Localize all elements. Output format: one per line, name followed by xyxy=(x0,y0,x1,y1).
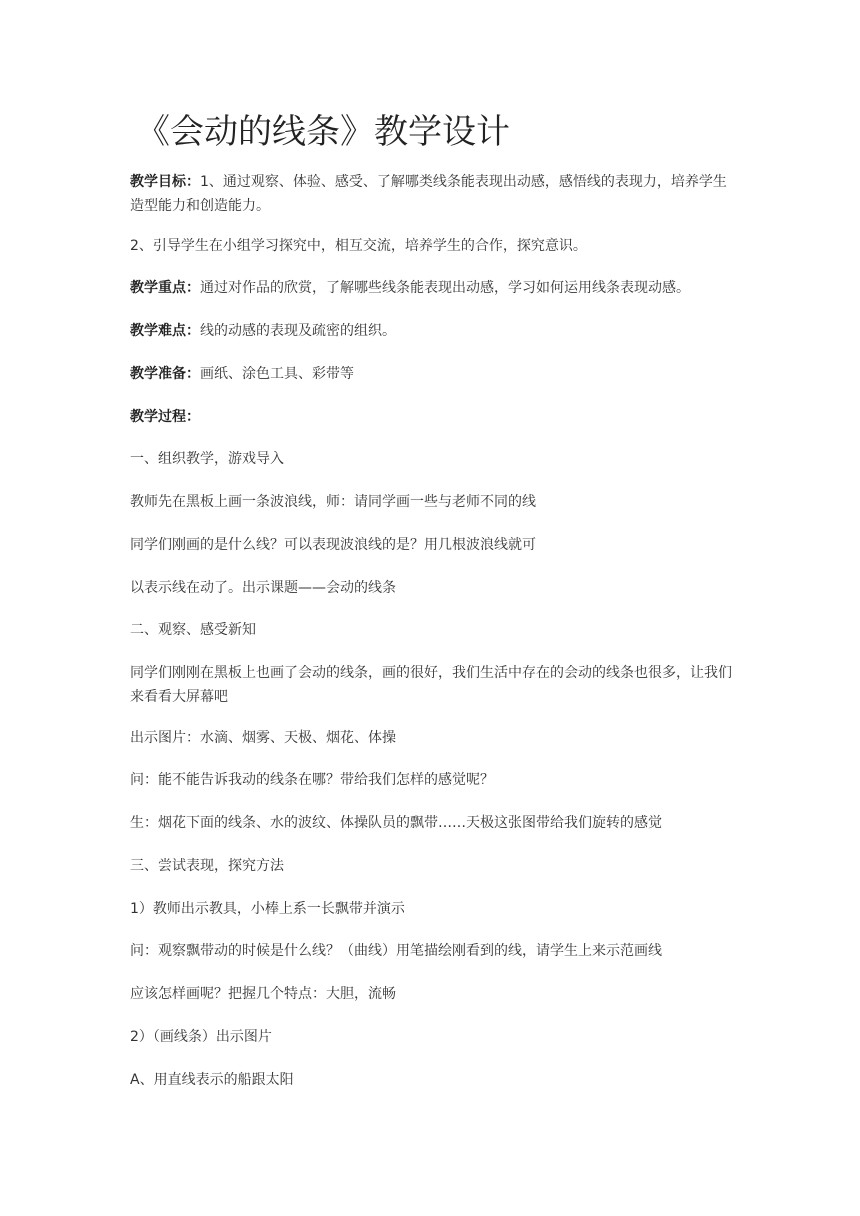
paragraph-label: 教学重点： xyxy=(130,280,200,296)
paragraph-process-heading xyxy=(130,405,735,429)
paragraph-text: 问：能不能告诉我动的线条在哪？带给我们怎样的感觉呢？ xyxy=(130,772,494,788)
paragraph xyxy=(130,234,735,258)
paragraph xyxy=(130,726,735,750)
paragraph-objectives xyxy=(130,170,735,218)
paragraph-text: 教师先在黑板上画一条波浪线，师：请同学画一些与老师不同的线 xyxy=(130,494,536,510)
paragraph-text: 线的动感的表现及疏密的组织。 xyxy=(200,323,396,339)
paragraph-label: 教学目标： xyxy=(130,174,200,190)
paragraph-label: 教学过程： xyxy=(130,409,200,425)
paragraph-label: 教学准备： xyxy=(130,366,200,382)
paragraph-preparation xyxy=(130,362,735,386)
paragraph xyxy=(130,811,735,835)
paragraph-text: 1）教师出示教具，小棒上系一长飘带并演示 xyxy=(130,901,405,917)
paragraph-text: 1、通过观察、体验、感受、了解哪类线条能表现出动感，感悟线的表现力，培养学生造型能力和创造能力。 xyxy=(130,174,727,214)
paragraph xyxy=(130,490,735,514)
paragraph xyxy=(130,982,735,1006)
paragraph-text: 出示图片：水滴、烟雾、天极、烟花、体操 xyxy=(130,730,396,746)
paragraph-text: 二、观察、感受新知 xyxy=(130,622,256,638)
paragraph xyxy=(130,576,735,600)
paragraph xyxy=(130,618,735,642)
paragraph-text: 通过对作品的欣赏，了解哪些线条能表现出动感，学习如何运用线条表现动感。 xyxy=(200,280,690,296)
paragraph-text: 问：观察飘带动的时候是什么线？（曲线）用笔描绘刚看到的线，请学生上来示范画线 xyxy=(130,943,662,959)
paragraph xyxy=(130,768,735,792)
paragraph-text: 2）（画线条）出示图片 xyxy=(130,1029,272,1045)
paragraph-text: 画纸、涂色工具、彩带等 xyxy=(200,366,354,382)
paragraph-key-points xyxy=(130,276,735,300)
paragraph-text: 生：烟花下面的线条、水的波纹、体操队员的飘带……天极这张图带给我们旋转的感觉 xyxy=(130,815,662,831)
paragraph xyxy=(130,854,735,878)
paragraph-text: 三、尝试表现，探究方法 xyxy=(130,858,284,874)
paragraph-text: 应该怎样画呢？把握几个特点：大胆，流畅 xyxy=(130,986,396,1002)
paragraph xyxy=(130,897,735,921)
paragraph xyxy=(130,1068,735,1092)
paragraph-text: 一、组织教学，游戏导入 xyxy=(130,451,284,467)
paragraph xyxy=(130,447,735,471)
paragraph-text: A、用直线表示的船跟太阳 xyxy=(130,1072,294,1088)
paragraph-text: 同学们刚画的是什么线？可以表现波浪线的是？用几根波浪线就可 xyxy=(130,537,536,553)
paragraph xyxy=(130,533,735,557)
paragraph-text: 以表示线在动了。出示课题——会动的线条 xyxy=(130,580,396,596)
paragraph-text: 同学们刚刚在黑板上也画了会动的线条，画的很好，我们生活中存在的会动的线条也很多，让我们来看看大屏幕吧 xyxy=(130,665,732,705)
paragraph xyxy=(130,939,735,963)
paragraph-difficulties xyxy=(130,319,735,343)
paragraph xyxy=(130,661,735,709)
document-title: 《会动的线条》教学设计 xyxy=(136,112,510,152)
paragraph-label: 教学难点： xyxy=(130,323,200,339)
paragraph xyxy=(130,1025,735,1049)
paragraph-text: 2、引导学生在小组学习探究中，相互交流，培养学生的合作，探究意识。 xyxy=(130,238,587,254)
